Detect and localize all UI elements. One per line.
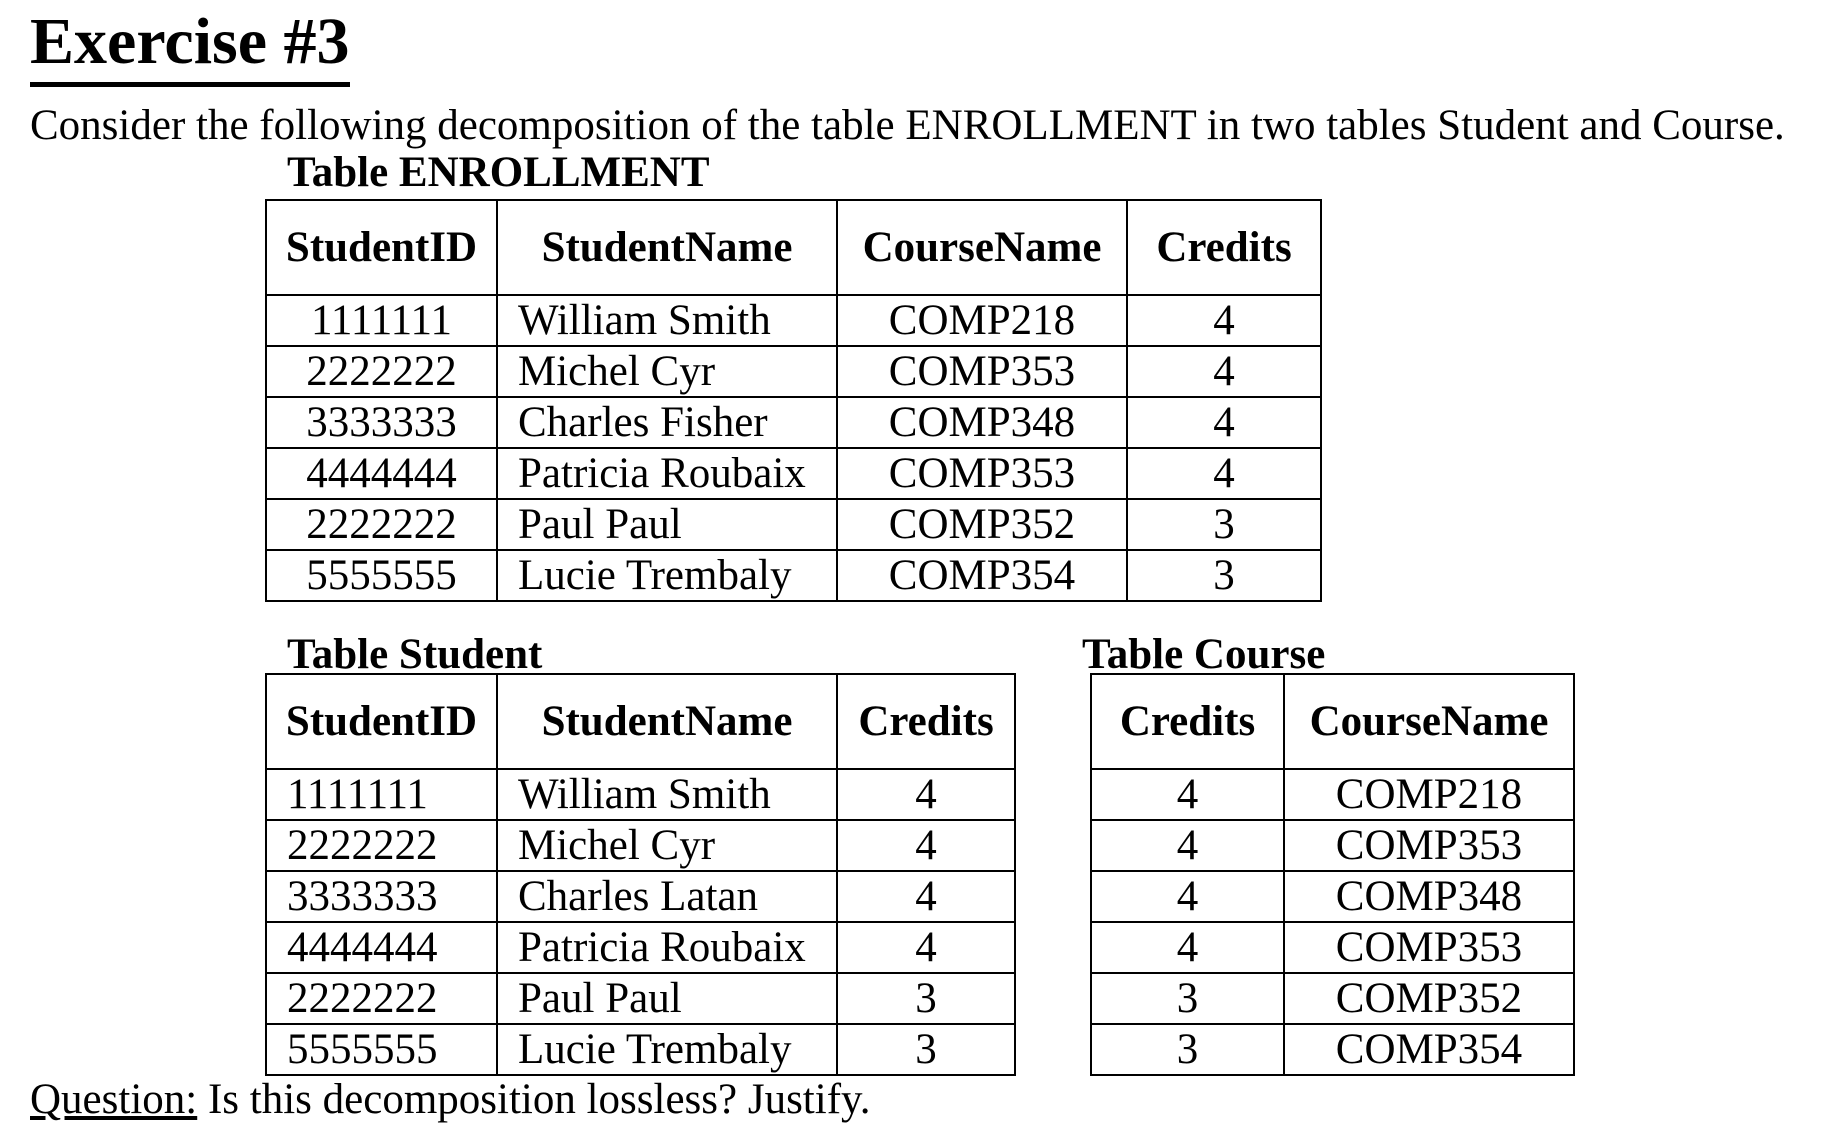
cell-coursename: COMP354 (837, 550, 1127, 601)
table-row (266, 973, 1015, 1024)
table-header-row (266, 200, 1321, 295)
table-row (266, 922, 1015, 973)
column-header-studentname: StudentName (497, 200, 837, 295)
column-header-coursename: CourseName (837, 200, 1127, 295)
course-table (1090, 673, 1575, 1076)
cell-studentid: 5555555 (266, 550, 497, 601)
course-table-caption: Table Course (1082, 631, 1326, 678)
cell-credits: 4 (1091, 820, 1284, 871)
question-text (30, 1074, 870, 1126)
cell-studentname: William Smith (497, 295, 837, 346)
cell-studentid: 1111111 (266, 769, 497, 820)
cell-studentid: 5555555 (266, 1024, 497, 1075)
enrollment-table (265, 199, 1322, 602)
cell-credits: 4 (837, 820, 1015, 871)
column-header-credits: Credits (1127, 200, 1321, 295)
cell-coursename: COMP354 (1284, 1024, 1574, 1075)
table-row (1091, 922, 1574, 973)
cell-studentid: 4444444 (266, 922, 497, 973)
table-row (1091, 973, 1574, 1024)
cell-coursename: COMP352 (1284, 973, 1574, 1024)
cell-coursename: COMP352 (837, 499, 1127, 550)
cell-studentname: Patricia Roubaix (497, 922, 837, 973)
table-row (266, 499, 1321, 550)
cell-studentname: William Smith (497, 769, 837, 820)
cell-studentname: Charles Fisher (497, 397, 837, 448)
cell-studentid: 4444444 (266, 448, 497, 499)
column-header-studentid: StudentID (266, 674, 497, 769)
cell-credits: 4 (837, 769, 1015, 820)
cell-coursename: COMP353 (837, 448, 1127, 499)
cell-credits: 3 (837, 973, 1015, 1024)
cell-credits: 3 (837, 1024, 1015, 1075)
cell-coursename: COMP353 (1284, 922, 1574, 973)
column-header-credits: Credits (1091, 674, 1284, 769)
cell-credits: 4 (837, 871, 1015, 922)
cell-credits: 4 (1091, 922, 1284, 973)
cell-studentname: Charles Latan (497, 871, 837, 922)
table-row (1091, 820, 1574, 871)
cell-studentid: 3333333 (266, 871, 497, 922)
student-table (265, 673, 1016, 1076)
column-header-studentname: StudentName (497, 674, 837, 769)
table-row (266, 1024, 1015, 1075)
cell-studentid: 3333333 (266, 397, 497, 448)
column-header-studentid: StudentID (266, 200, 497, 295)
cell-studentid: 2222222 (266, 499, 497, 550)
cell-studentid: 2222222 (266, 820, 497, 871)
cell-coursename: COMP348 (837, 397, 1127, 448)
intro-text: Consider the following decomposition of the table ENROLLMENT in two tables Student and Course. (30, 102, 1785, 149)
cell-coursename: COMP348 (1284, 871, 1574, 922)
cell-coursename: COMP218 (1284, 769, 1574, 820)
cell-studentname: Paul Paul (497, 499, 837, 550)
table-row (1091, 1024, 1574, 1075)
table-row (266, 871, 1015, 922)
table-row (1091, 769, 1574, 820)
cell-credits: 4 (1091, 769, 1284, 820)
cell-credits: 4 (1127, 295, 1321, 346)
cell-studentid: 1111111 (266, 295, 497, 346)
cell-studentid: 2222222 (266, 973, 497, 1024)
cell-coursename: COMP353 (837, 346, 1127, 397)
table-row (266, 397, 1321, 448)
exercise-title: Exercise #3 (30, 2, 350, 87)
cell-credits: 3 (1127, 550, 1321, 601)
cell-credits: 4 (1127, 448, 1321, 499)
cell-credits: 4 (837, 922, 1015, 973)
table-header-row (1091, 674, 1574, 769)
cell-studentname: Lucie Trembaly (497, 1024, 837, 1075)
cell-studentname: Lucie Trembaly (497, 550, 837, 601)
cell-credits: 3 (1091, 1024, 1284, 1075)
table-row (266, 769, 1015, 820)
column-header-credits: Credits (837, 674, 1015, 769)
cell-studentname: Paul Paul (497, 973, 837, 1024)
table-row (266, 550, 1321, 601)
column-header-coursename: CourseName (1284, 674, 1574, 769)
table-row (1091, 871, 1574, 922)
cell-credits: 4 (1127, 346, 1321, 397)
table-row (266, 820, 1015, 871)
cell-coursename: COMP218 (837, 295, 1127, 346)
table-row (266, 448, 1321, 499)
cell-credits: 4 (1127, 397, 1321, 448)
cell-credits: 3 (1091, 973, 1284, 1024)
cell-credits: 3 (1127, 499, 1321, 550)
cell-credits: 4 (1091, 871, 1284, 922)
table-row (266, 295, 1321, 346)
cell-coursename: COMP353 (1284, 820, 1574, 871)
question-label: Question: (30, 1076, 198, 1123)
question-body: Is this decomposition lossless? Justify. (197, 1076, 871, 1123)
enrollment-table-caption: Table ENROLLMENT (287, 149, 710, 196)
table-header-row (266, 674, 1015, 769)
cell-studentname: Michel Cyr (497, 820, 837, 871)
student-table-caption: Table Student (287, 631, 543, 678)
cell-studentname: Patricia Roubaix (497, 448, 837, 499)
cell-studentname: Michel Cyr (497, 346, 837, 397)
table-row (266, 346, 1321, 397)
cell-studentid: 2222222 (266, 346, 497, 397)
